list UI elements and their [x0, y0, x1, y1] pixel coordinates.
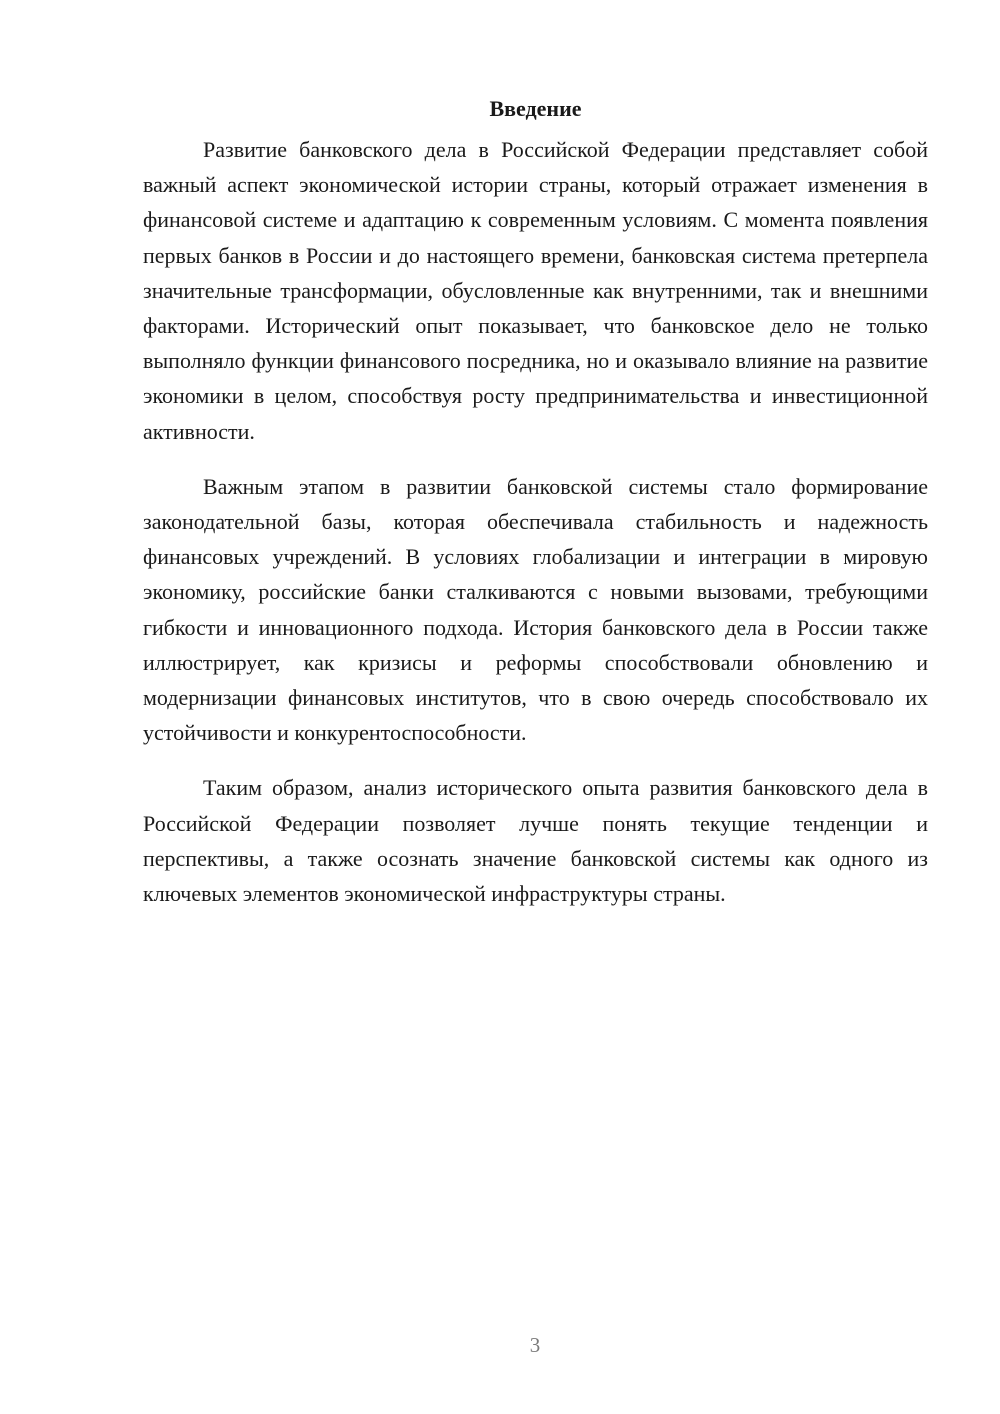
paragraph-3: Таким образом, анализ исторического опыта развития банковского дела в Российской Федерации позволяет лучше понять текущие тенденции и перспективы, а также осознать значение банковской системы как одного из ключевых элементов экономической инфраструктуры страны. [143, 775, 928, 907]
page-content [143, 92, 928, 931]
paragraph-1: Развитие банковского дела в Российской Федерации представляет собой важный аспект экономической истории страны, который отражает изменения в финансовой системе и адаптацию к современным условиям. С момента появления первых банков в России и до настоящего времени, банковская система претерпела значительные трансформации, обусловленные как внутренними, так и внешними факторами. Исторический опыт показывает, что банковское дело не только выполняло функции финансового посредника, но и оказывало влияние на развитие экономики в целом, способствуя росту предпринимательства и инвестиционной активности. [143, 137, 928, 444]
paragraph-2: Важным этапом в развитии банковской системы стало формирование законодательной базы, которая обеспечивала стабильность и надежность финансовых учреждений. В условиях глобализации и интеграции в мировую экономику, российские банки сталкиваются с новыми вызовами, требующими гибкости и инновационного подхода. История банковского дела в России также иллюстрирует, как кризисы и реформы способствовали обновлению и модернизации финансовых институтов, что в свою очередь способствовало их устойчивости и конкурентоспособности. [143, 473, 928, 746]
section-heading: Введение [489, 96, 582, 121]
page-number: 3 [529, 1333, 541, 1357]
